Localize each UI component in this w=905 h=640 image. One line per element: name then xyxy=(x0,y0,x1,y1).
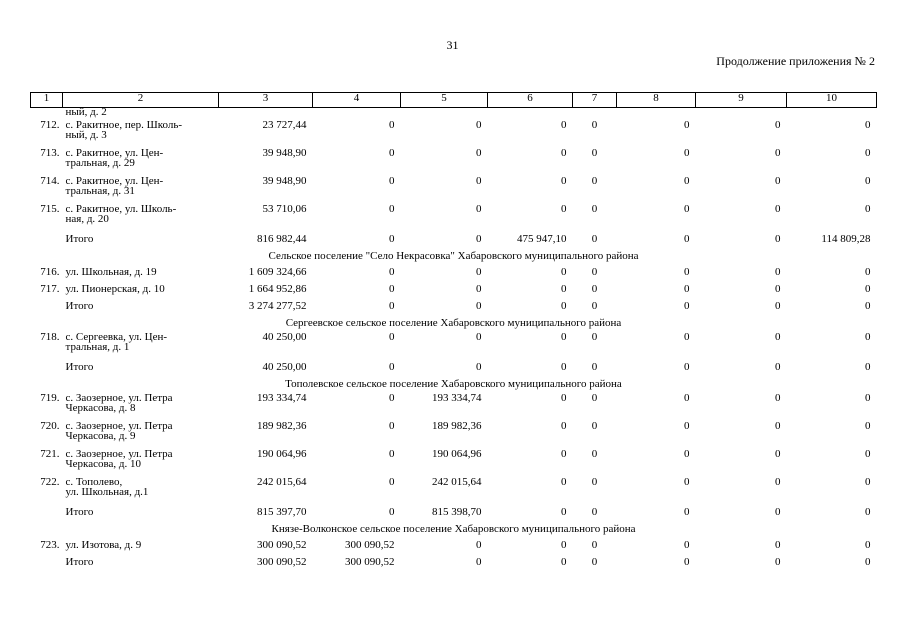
table-row xyxy=(31,421,877,449)
total-row xyxy=(31,232,877,249)
value-col9: 0 xyxy=(775,119,781,131)
value-col9: 0 xyxy=(775,448,781,460)
value-col7: 0 xyxy=(591,556,598,568)
section-title: Князе-Волконское сельское поселение Хабаровского муниципального района xyxy=(271,523,636,535)
value-col7: 0 xyxy=(591,119,598,131)
value-col7: 0 xyxy=(591,361,598,373)
value-col4: 300 090,52 xyxy=(345,556,395,568)
value-col4: 0 xyxy=(389,361,395,373)
table-row xyxy=(31,204,877,232)
row-number: 720. xyxy=(40,420,60,432)
value-col7: 0 xyxy=(591,506,598,518)
row-number: 723. xyxy=(40,539,60,551)
value-col6: 0 xyxy=(561,506,567,518)
value-col5: 0 xyxy=(476,361,482,373)
value-col5: 0 xyxy=(476,119,482,131)
column-number-header-row xyxy=(31,93,877,108)
section-header-row xyxy=(31,316,877,332)
value-col4: 0 xyxy=(389,476,395,488)
value-col6: 475 947,10 xyxy=(517,233,567,245)
value-col6: 0 xyxy=(561,283,567,295)
row-number: 717. xyxy=(40,283,60,295)
value-col3: 40 250,00 xyxy=(262,331,307,343)
value-col8: 0 xyxy=(684,119,690,131)
value-col6: 0 xyxy=(561,539,567,551)
value-col7: 0 xyxy=(591,331,598,343)
value-col7: 0 xyxy=(591,175,598,187)
value-col3: 300 090,52 xyxy=(257,556,307,568)
column-header: 9 xyxy=(696,93,787,108)
value-col4: 0 xyxy=(389,420,395,432)
value-col5: 0 xyxy=(476,147,482,159)
value-col3: 816 982,44 xyxy=(257,233,307,245)
value-col5: 242 015,64 xyxy=(432,476,482,488)
row-number: 722. xyxy=(40,476,60,488)
value-col3: 53 710,06 xyxy=(262,203,307,215)
value-col9: 0 xyxy=(775,175,781,187)
address-cell: с. Заозерное, ул. Петра Черкасова, д. 9 xyxy=(65,420,173,442)
value-col9: 0 xyxy=(775,283,781,295)
row-number: 719. xyxy=(40,392,60,404)
value-col9: 0 xyxy=(775,300,781,312)
section-title: Тополевское сельское поселение Хабаровского муниципального района xyxy=(285,378,622,390)
value-col7: 0 xyxy=(591,283,598,295)
address-cell: с. Ракитное, ул. Цен- тральная, д. 29 xyxy=(65,147,164,169)
appendix-table xyxy=(30,92,877,572)
column-header: 10 xyxy=(787,93,877,108)
value-col10: 0 xyxy=(865,392,871,404)
value-col5: 0 xyxy=(476,331,482,343)
column-header: 2 xyxy=(63,93,219,108)
row-number xyxy=(31,232,63,249)
row-number: 712. xyxy=(40,119,60,131)
address-cell: ул. Школьная, д. 19 xyxy=(65,266,157,278)
total-label: Итого xyxy=(65,556,94,568)
table-row xyxy=(31,176,877,204)
value-col6: 0 xyxy=(561,175,567,187)
address-cell: с. Тополево, ул. Школьная, д.1 xyxy=(65,476,149,498)
total-row xyxy=(31,505,877,522)
value-col5: 0 xyxy=(476,556,482,568)
value-col8: 0 xyxy=(684,300,690,312)
value-col10: 0 xyxy=(865,119,871,131)
value-col7: 0 xyxy=(591,147,598,159)
value-col10: 0 xyxy=(865,420,871,432)
value-col5: 189 982,36 xyxy=(432,420,482,432)
value-col8: 0 xyxy=(684,361,690,373)
value-col4: 0 xyxy=(389,233,395,245)
value-col5: 0 xyxy=(476,266,482,278)
value-col9: 0 xyxy=(775,361,781,373)
total-label: Итого xyxy=(65,300,94,312)
address-cell: с. Заозерное, ул. Петра Черкасова, д. 8 xyxy=(65,392,173,414)
value-col8: 0 xyxy=(684,506,690,518)
value-col6: 0 xyxy=(561,203,567,215)
column-header: 4 xyxy=(313,93,401,108)
value-col5: 0 xyxy=(476,300,482,312)
value-col10: 0 xyxy=(865,175,871,187)
section-header-row xyxy=(31,249,877,265)
column-header: 5 xyxy=(401,93,488,108)
value-col8: 0 xyxy=(684,448,690,460)
table-row xyxy=(31,538,877,555)
address-cell: с. Ракитное, ул. Цен- тральная, д. 31 xyxy=(65,175,164,197)
address-cell: с. Сергеевка, ул. Цен- тральная, д. 1 xyxy=(65,331,168,353)
value-col10: 0 xyxy=(865,203,871,215)
section-header-row xyxy=(31,377,877,393)
value-col7: 0 xyxy=(591,392,598,404)
address-cell: с. Ракитное, ул. Школь- ная, д. 20 xyxy=(65,203,177,225)
value-col7: 0 xyxy=(591,233,598,245)
value-col3: 39 948,90 xyxy=(262,175,307,187)
value-col10: 114 809,28 xyxy=(821,233,871,245)
value-col7: 0 xyxy=(591,420,598,432)
value-col5: 0 xyxy=(476,283,482,295)
value-col9: 0 xyxy=(775,420,781,432)
value-col9: 0 xyxy=(775,203,781,215)
value-col5: 193 334,74 xyxy=(432,392,482,404)
value-col6: 0 xyxy=(561,420,567,432)
value-col8: 0 xyxy=(684,203,690,215)
section-title: Сельское поселение "Село Некрасовка" Хабаровского муниципального района xyxy=(268,250,639,262)
value-col10: 0 xyxy=(865,361,871,373)
row-number: 716. xyxy=(40,266,60,278)
value-col7: 0 xyxy=(591,203,598,215)
value-col3: 1 664 952,86 xyxy=(248,283,307,295)
value-col10: 0 xyxy=(865,283,871,295)
column-header: 8 xyxy=(617,93,696,108)
value-col9: 0 xyxy=(775,506,781,518)
address-cell: ул. Пионерская, д. 10 xyxy=(65,283,165,295)
row-number xyxy=(31,360,63,377)
value-col3: 815 397,70 xyxy=(257,506,307,518)
value-col5: 190 064,96 xyxy=(432,448,482,460)
value-col7: 0 xyxy=(591,448,598,460)
section-header-row xyxy=(31,522,877,538)
value-col10: 0 xyxy=(865,506,871,518)
column-header: 7 xyxy=(573,93,617,108)
value-col6: 0 xyxy=(561,266,567,278)
table-row xyxy=(31,477,877,505)
value-col9: 0 xyxy=(775,476,781,488)
value-col9: 0 xyxy=(775,556,781,568)
table-row xyxy=(31,332,877,360)
value-col3: 3 274 277,52 xyxy=(248,300,307,312)
total-row xyxy=(31,555,877,572)
value-col4: 0 xyxy=(389,119,395,131)
table-row xyxy=(31,148,877,176)
value-col4: 0 xyxy=(389,175,395,187)
value-col4: 0 xyxy=(389,331,395,343)
value-col6: 0 xyxy=(561,331,567,343)
column-header: 1 xyxy=(31,93,63,108)
value-col10: 0 xyxy=(865,556,871,568)
value-col4: 0 xyxy=(389,266,395,278)
row-number: 718. xyxy=(40,331,60,343)
value-col9: 0 xyxy=(775,266,781,278)
value-col3: 1 609 324,66 xyxy=(248,266,307,278)
total-label: Итого xyxy=(65,506,94,518)
value-col4: 0 xyxy=(389,448,395,460)
value-col5: 0 xyxy=(476,203,482,215)
value-col4: 0 xyxy=(389,506,395,518)
continued-address-text: ный, д. 2 xyxy=(65,106,107,118)
value-col10: 0 xyxy=(865,300,871,312)
value-col8: 0 xyxy=(684,392,690,404)
value-col10: 0 xyxy=(865,476,871,488)
value-col8: 0 xyxy=(684,283,690,295)
value-col5: 0 xyxy=(476,175,482,187)
value-col5: 815 398,70 xyxy=(432,506,482,518)
row-number xyxy=(31,505,63,522)
value-col3: 190 064,96 xyxy=(257,448,307,460)
row-number xyxy=(31,555,63,572)
value-col7: 0 xyxy=(591,476,598,488)
value-col4: 0 xyxy=(389,147,395,159)
value-col9: 0 xyxy=(775,539,781,551)
value-col7: 0 xyxy=(591,266,598,278)
value-col4: 300 090,52 xyxy=(345,539,395,551)
row-number: 713. xyxy=(40,147,60,159)
table-row xyxy=(31,449,877,477)
value-col10: 0 xyxy=(865,147,871,159)
value-col6: 0 xyxy=(561,556,567,568)
page-number: 31 xyxy=(446,38,459,52)
value-col10: 0 xyxy=(865,539,871,551)
value-col6: 0 xyxy=(561,300,567,312)
table-row xyxy=(31,120,877,148)
value-col10: 0 xyxy=(865,266,871,278)
row-number xyxy=(31,299,63,316)
table-row xyxy=(31,282,877,299)
value-col8: 0 xyxy=(684,476,690,488)
value-col3: 242 015,64 xyxy=(257,476,307,488)
value-col7: 0 xyxy=(591,300,598,312)
total-label: Итого xyxy=(65,233,94,245)
value-col8: 0 xyxy=(684,331,690,343)
value-col10: 0 xyxy=(865,331,871,343)
row-number: 714. xyxy=(40,175,60,187)
value-col5: 0 xyxy=(476,539,482,551)
value-col6: 0 xyxy=(561,147,567,159)
value-col6: 0 xyxy=(561,392,567,404)
value-col3: 39 948,90 xyxy=(262,147,307,159)
value-col8: 0 xyxy=(684,539,690,551)
column-header: 6 xyxy=(488,93,573,108)
value-col9: 0 xyxy=(775,392,781,404)
section-title: Сергеевское сельское поселение Хабаровского муниципального района xyxy=(285,317,622,329)
row-number: 721. xyxy=(40,448,60,460)
value-col8: 0 xyxy=(684,175,690,187)
total-row xyxy=(31,360,877,377)
value-col3: 300 090,52 xyxy=(257,539,307,551)
value-col9: 0 xyxy=(775,331,781,343)
column-header: 3 xyxy=(219,93,313,108)
value-col3: 23 727,44 xyxy=(262,119,307,131)
total-row xyxy=(31,299,877,316)
value-col8: 0 xyxy=(684,420,690,432)
value-col6: 0 xyxy=(561,476,567,488)
appendix-continuation-label: Продолжение приложения № 2 xyxy=(716,54,875,68)
value-col9: 0 xyxy=(775,233,781,245)
value-col8: 0 xyxy=(684,147,690,159)
address-cell: с. Заозерное, ул. Петра Черкасова, д. 10 xyxy=(65,448,173,470)
value-col4: 0 xyxy=(389,392,395,404)
value-col8: 0 xyxy=(684,233,690,245)
value-col8: 0 xyxy=(684,266,690,278)
value-col6: 0 xyxy=(561,361,567,373)
address-cell: ул. Изотова, д. 9 xyxy=(65,539,142,551)
address-cell: с. Ракитное, пер. Школь- ный, д. 3 xyxy=(65,119,182,141)
total-label: Итого xyxy=(65,361,94,373)
value-col8: 0 xyxy=(684,556,690,568)
value-col6: 0 xyxy=(561,119,567,131)
table-row xyxy=(31,393,877,421)
value-col4: 0 xyxy=(389,300,395,312)
value-col5: 0 xyxy=(476,233,482,245)
table-row xyxy=(31,265,877,282)
value-col9: 0 xyxy=(775,147,781,159)
value-col3: 193 334,74 xyxy=(257,392,307,404)
value-col7: 0 xyxy=(591,539,598,551)
value-col3: 189 982,36 xyxy=(257,420,307,432)
value-col3: 40 250,00 xyxy=(262,361,307,373)
value-col4: 0 xyxy=(389,283,395,295)
value-col4: 0 xyxy=(389,203,395,215)
row-number: 715. xyxy=(40,203,60,215)
value-col10: 0 xyxy=(865,448,871,460)
value-col6: 0 xyxy=(561,448,567,460)
